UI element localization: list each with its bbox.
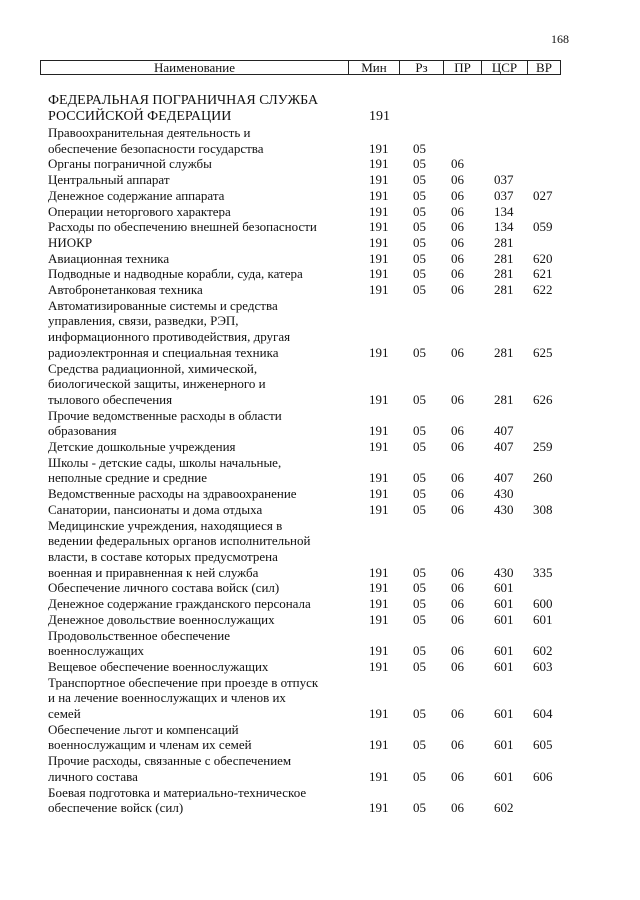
cell-rz: 05 bbox=[413, 203, 426, 219]
cell-rz: 05 bbox=[413, 611, 426, 627]
row-name-line: образования bbox=[48, 423, 117, 439]
cell-rz: 05 bbox=[413, 439, 426, 455]
row-codes bbox=[0, 188, 640, 204]
row-name-line: биологической защиты, инженерного и bbox=[48, 376, 266, 392]
cell-rz: 05 bbox=[413, 800, 426, 816]
cell-csr: 281 bbox=[494, 282, 514, 298]
cell-min: 191 bbox=[369, 391, 389, 407]
cell-min: 191 bbox=[369, 187, 389, 203]
row-codes bbox=[0, 565, 640, 581]
cell-min: 191 bbox=[369, 737, 389, 753]
cell-rz: 05 bbox=[413, 564, 426, 580]
cell-pr: 06 bbox=[451, 580, 464, 596]
cell-min: 191 bbox=[369, 172, 389, 188]
cell-pr: 06 bbox=[451, 439, 464, 455]
cell-rz: 05 bbox=[413, 423, 426, 439]
row-name-line: Авиационная техника bbox=[48, 250, 170, 266]
cell-rz: 05 bbox=[413, 344, 426, 360]
row-name-line: и на лечение военнослужащих и членов их bbox=[48, 690, 286, 706]
cell-pr: 06 bbox=[451, 643, 464, 659]
cell-vr: 308 bbox=[533, 501, 553, 517]
cell-csr: 601 bbox=[494, 737, 514, 753]
table-row bbox=[0, 785, 640, 816]
row-codes bbox=[0, 141, 640, 157]
row-name-line: НИОКР bbox=[48, 234, 93, 250]
cell-rz: 05 bbox=[413, 234, 426, 250]
cell-min: 191 bbox=[369, 423, 389, 439]
cell-csr: 601 bbox=[494, 768, 514, 784]
row-codes bbox=[0, 580, 640, 596]
row-codes bbox=[0, 251, 640, 267]
cell-pr: 06 bbox=[451, 234, 464, 250]
row-codes bbox=[0, 659, 640, 675]
table-row bbox=[0, 502, 640, 518]
table-row bbox=[0, 266, 640, 282]
row-codes bbox=[0, 172, 640, 188]
row-codes bbox=[0, 282, 640, 298]
cell-csr: 430 bbox=[494, 564, 514, 580]
cell-rz: 05 bbox=[413, 643, 426, 659]
page-number: 168 bbox=[551, 32, 569, 46]
row-name-line: Вещевое обеспечение военнослужащих bbox=[48, 658, 269, 674]
cell-min: 191 bbox=[369, 250, 389, 266]
cell-min: 191 bbox=[369, 470, 389, 486]
cell-pr: 06 bbox=[451, 282, 464, 298]
cell-min: 191 bbox=[369, 658, 389, 674]
table-row bbox=[0, 156, 640, 172]
cell-csr: 037 bbox=[494, 172, 514, 188]
cell-csr: 281 bbox=[494, 391, 514, 407]
cell-csr: 601 bbox=[494, 596, 514, 612]
cell-pr: 06 bbox=[451, 156, 464, 172]
table-row bbox=[0, 235, 640, 251]
cell-pr: 06 bbox=[451, 423, 464, 439]
cell-vr: 605 bbox=[533, 737, 553, 753]
cell-rz: 05 bbox=[413, 391, 426, 407]
row-name-line: ведении федеральных органов исполнительной bbox=[48, 533, 311, 549]
cell-csr: 281 bbox=[494, 250, 514, 266]
row-name-line: Ведомственные расходы на здравоохранение bbox=[48, 486, 297, 502]
row-name-line: Транспортное обеспечение при проезде в отпуск bbox=[48, 674, 319, 690]
row-codes bbox=[0, 769, 640, 785]
header-pr: ПР bbox=[443, 61, 481, 74]
row-codes bbox=[0, 345, 640, 361]
row-name-line: РОССИЙСКОЙ ФЕДЕРАЦИИ bbox=[48, 109, 232, 124]
row-codes bbox=[0, 219, 640, 235]
header-min: Мин bbox=[348, 61, 399, 74]
cell-pr: 06 bbox=[451, 250, 464, 266]
cell-rz: 05 bbox=[413, 266, 426, 282]
cell-min: 191 bbox=[369, 203, 389, 219]
row-name-line: Обеспечение льгот и компенсаций bbox=[48, 721, 239, 737]
row-name-line: военнослужащим и членам их семей bbox=[48, 737, 252, 753]
cell-min: 191 bbox=[369, 564, 389, 580]
row-codes bbox=[0, 423, 640, 439]
cell-pr: 06 bbox=[451, 768, 464, 784]
cell-rz: 05 bbox=[413, 501, 426, 517]
cell-csr: 430 bbox=[494, 501, 514, 517]
row-name-line: управления, связи, разведки, РЭП, bbox=[48, 313, 239, 329]
cell-rz: 05 bbox=[413, 219, 426, 235]
row-name-line: Денежное содержание аппарата bbox=[48, 187, 225, 203]
cell-csr: 407 bbox=[494, 439, 514, 455]
cell-min: 191 bbox=[369, 140, 389, 156]
cell-min: 191 bbox=[369, 234, 389, 250]
table-row bbox=[0, 580, 640, 596]
cell-min: 191 bbox=[369, 643, 389, 659]
cell-rz: 05 bbox=[413, 706, 426, 722]
cell-pr: 06 bbox=[451, 611, 464, 627]
row-name-line: Операции неторгового характера bbox=[48, 203, 231, 219]
cell-rz: 05 bbox=[413, 187, 426, 203]
table-row bbox=[0, 659, 640, 675]
table-row bbox=[0, 722, 640, 753]
cell-vr: 600 bbox=[533, 596, 553, 612]
table-row bbox=[0, 753, 640, 784]
cell-csr: 281 bbox=[494, 234, 514, 250]
cell-min: 191 bbox=[369, 282, 389, 298]
cell-csr: 281 bbox=[494, 266, 514, 282]
cell-pr: 06 bbox=[451, 203, 464, 219]
cell-rz: 05 bbox=[413, 580, 426, 596]
cell-csr: 407 bbox=[494, 423, 514, 439]
table-row bbox=[0, 439, 640, 455]
cell-csr: 601 bbox=[494, 643, 514, 659]
row-name-line: обеспечение безопасности государства bbox=[48, 140, 264, 156]
row-codes bbox=[0, 706, 640, 722]
row-codes bbox=[0, 266, 640, 282]
row-name-line: Школы - детские сады, школы начальные, bbox=[48, 454, 282, 470]
cell-pr: 06 bbox=[451, 658, 464, 674]
row-name-line: личного состава bbox=[48, 768, 138, 784]
cell-pr: 06 bbox=[451, 737, 464, 753]
cell-pr: 06 bbox=[451, 800, 464, 816]
cell-min: 191 bbox=[369, 109, 390, 124]
table-row bbox=[0, 455, 640, 486]
row-name-line: неполные средние и средние bbox=[48, 470, 208, 486]
row-codes bbox=[0, 235, 640, 251]
cell-min: 191 bbox=[369, 706, 389, 722]
cell-rz: 05 bbox=[413, 140, 426, 156]
row-name-line: Автобронетанковая техника bbox=[48, 282, 203, 298]
cell-min: 191 bbox=[369, 266, 389, 282]
cell-csr: 601 bbox=[494, 706, 514, 722]
cell-min: 191 bbox=[369, 219, 389, 235]
table-row bbox=[0, 298, 640, 361]
cell-rz: 05 bbox=[413, 156, 426, 172]
cell-pr: 06 bbox=[451, 486, 464, 502]
table-row bbox=[0, 486, 640, 502]
table-row bbox=[0, 518, 640, 581]
cell-vr: 602 bbox=[533, 643, 553, 659]
row-name-line: Автоматизированные системы и средства bbox=[48, 297, 278, 313]
budget-table-body bbox=[0, 93, 640, 816]
cell-min: 191 bbox=[369, 596, 389, 612]
cell-pr: 06 bbox=[451, 187, 464, 203]
cell-rz: 05 bbox=[413, 172, 426, 188]
cell-rz: 05 bbox=[413, 737, 426, 753]
row-name-line: радиоэлектронная и специальная техника bbox=[48, 344, 279, 360]
table-row bbox=[0, 188, 640, 204]
row-name-line: Средства радиационной, химической, bbox=[48, 360, 258, 376]
cell-min: 191 bbox=[369, 501, 389, 517]
cell-vr: 027 bbox=[533, 187, 553, 203]
cell-min: 191 bbox=[369, 768, 389, 784]
table-row bbox=[0, 219, 640, 235]
cell-pr: 06 bbox=[451, 266, 464, 282]
cell-csr: 602 bbox=[494, 800, 514, 816]
row-name-line: Обеспечение личного состава войск (сил) bbox=[48, 580, 280, 596]
row-name-line: Прочие ведомственные расходы в области bbox=[48, 407, 282, 423]
row-codes bbox=[0, 439, 640, 455]
cell-pr: 06 bbox=[451, 706, 464, 722]
row-codes bbox=[0, 800, 640, 816]
row-name-line: военная и приравненная к ней служба bbox=[48, 564, 259, 580]
row-name-line: Правоохранительная деятельность и bbox=[48, 125, 251, 140]
row-codes bbox=[0, 156, 640, 172]
header-csr: ЦСР bbox=[481, 61, 527, 74]
header-name: Наименование bbox=[154, 60, 235, 75]
table-row bbox=[0, 628, 640, 659]
cell-vr: 604 bbox=[533, 706, 553, 722]
row-name-line: Расходы по обеспечению внешней безопасности bbox=[48, 219, 317, 235]
cell-vr: 603 bbox=[533, 658, 553, 674]
cell-pr: 06 bbox=[451, 596, 464, 612]
cell-csr: 134 bbox=[494, 219, 514, 235]
row-name-line: военнослужащих bbox=[48, 643, 145, 659]
row-name-line: Денежное довольствие военнослужащих bbox=[48, 611, 275, 627]
cell-pr: 06 bbox=[451, 564, 464, 580]
row-name-line: тылового обеспечения bbox=[48, 391, 173, 407]
cell-pr: 06 bbox=[451, 501, 464, 517]
row-codes bbox=[0, 643, 640, 659]
table-row bbox=[0, 282, 640, 298]
section-title-row bbox=[0, 93, 640, 125]
cell-min: 191 bbox=[369, 580, 389, 596]
cell-pr: 06 bbox=[451, 391, 464, 407]
cell-rz: 05 bbox=[413, 658, 426, 674]
table-row bbox=[0, 361, 640, 408]
row-codes bbox=[0, 502, 640, 518]
cell-vr: 259 bbox=[533, 439, 553, 455]
row-name-line: власти, в составе которых предусмотрена bbox=[48, 548, 278, 564]
row-codes bbox=[0, 612, 640, 628]
table-row bbox=[0, 125, 640, 156]
cell-rz: 05 bbox=[413, 596, 426, 612]
cell-vr: 260 bbox=[533, 470, 553, 486]
cell-rz: 05 bbox=[413, 768, 426, 784]
cell-pr: 06 bbox=[451, 219, 464, 235]
table-row bbox=[0, 204, 640, 220]
table-row bbox=[0, 408, 640, 439]
cell-vr: 335 bbox=[533, 564, 553, 580]
cell-csr: 601 bbox=[494, 658, 514, 674]
row-name-line: Центральный аппарат bbox=[48, 172, 170, 188]
row-codes bbox=[0, 204, 640, 220]
cell-pr: 06 bbox=[451, 470, 464, 486]
cell-vr: 625 bbox=[533, 344, 553, 360]
row-name-line: Детские дошкольные учреждения bbox=[48, 439, 236, 455]
cell-vr: 601 bbox=[533, 611, 553, 627]
cell-min: 191 bbox=[369, 344, 389, 360]
cell-rz: 05 bbox=[413, 470, 426, 486]
row-name-line: обеспечение войск (сил) bbox=[48, 800, 184, 816]
header-vr: ВР bbox=[527, 61, 560, 74]
cell-csr: 430 bbox=[494, 486, 514, 502]
row-codes bbox=[0, 109, 640, 125]
cell-rz: 05 bbox=[413, 486, 426, 502]
row-codes bbox=[0, 486, 640, 502]
cell-pr: 06 bbox=[451, 172, 464, 188]
row-name-line: Подводные и надводные корабли, суда, катера bbox=[48, 266, 303, 282]
header-rz: Рз bbox=[399, 61, 443, 74]
row-codes bbox=[0, 737, 640, 753]
table-row bbox=[0, 251, 640, 267]
row-name-line: Санатории, пансионаты и дома отдыха bbox=[48, 501, 263, 517]
cell-csr: 037 bbox=[494, 187, 514, 203]
row-name-line: Прочие расходы, связанные с обеспечением bbox=[48, 753, 292, 769]
table-header bbox=[40, 60, 561, 75]
cell-csr: 134 bbox=[494, 203, 514, 219]
table-row bbox=[0, 675, 640, 722]
table-row bbox=[0, 612, 640, 628]
cell-csr: 601 bbox=[494, 580, 514, 596]
row-name-line: Медицинские учреждения, находящиеся в bbox=[48, 517, 283, 533]
cell-rz: 05 bbox=[413, 282, 426, 298]
cell-vr: 626 bbox=[533, 391, 553, 407]
cell-min: 191 bbox=[369, 800, 389, 816]
table-row bbox=[0, 596, 640, 612]
cell-vr: 620 bbox=[533, 250, 553, 266]
row-name-line: Органы пограничной службы bbox=[48, 156, 212, 172]
row-name-line: Продовольственное обеспечение bbox=[48, 627, 230, 643]
row-name-line: Денежное содержание гражданского персонала bbox=[48, 596, 311, 612]
cell-min: 191 bbox=[369, 611, 389, 627]
cell-rz: 05 bbox=[413, 250, 426, 266]
cell-vr: 622 bbox=[533, 282, 553, 298]
row-codes bbox=[0, 392, 640, 408]
cell-pr: 06 bbox=[451, 344, 464, 360]
cell-csr: 281 bbox=[494, 344, 514, 360]
row-name-line: семей bbox=[48, 706, 81, 722]
cell-min: 191 bbox=[369, 486, 389, 502]
table-row bbox=[0, 172, 640, 188]
row-name-line: ФЕДЕРАЛЬНАЯ ПОГРАНИЧНАЯ СЛУЖБА bbox=[48, 93, 319, 108]
cell-vr: 621 bbox=[533, 266, 553, 282]
row-codes bbox=[0, 470, 640, 486]
cell-csr: 407 bbox=[494, 470, 514, 486]
row-name-line: информационного противодействия, другая bbox=[48, 329, 291, 345]
cell-min: 191 bbox=[369, 156, 389, 172]
cell-min: 191 bbox=[369, 439, 389, 455]
row-codes bbox=[0, 596, 640, 612]
cell-csr: 601 bbox=[494, 611, 514, 627]
row-name-line: Боевая подготовка и материально-техническое bbox=[48, 784, 307, 800]
cell-vr: 059 bbox=[533, 219, 553, 235]
cell-vr: 606 bbox=[533, 768, 553, 784]
